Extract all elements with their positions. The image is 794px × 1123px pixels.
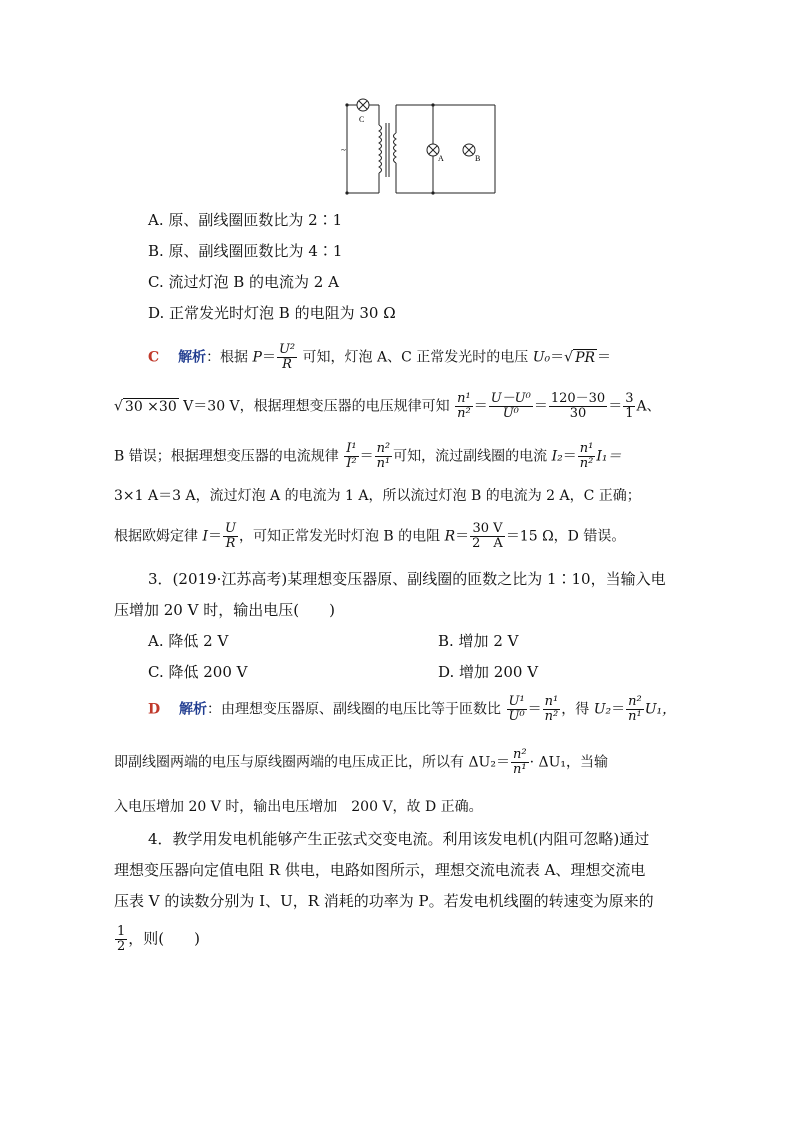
- q3-stem-line2: 压增加 20 V 时，输出电压( ): [114, 601, 335, 619]
- label-b: B: [475, 154, 481, 163]
- q3-option-c: C. 降低 200 V: [148, 663, 248, 681]
- q3-stem-line1: 3．(2019·江苏高考)某理想变压器原、副线圈的匝数之比为 1∶10，当输入电: [148, 570, 666, 588]
- q4-line4: $\frac{1}{2}$ ，则( ): [117, 924, 200, 954]
- q2-option-b: B. 原、副线圈匝数比为 4∶1: [148, 242, 343, 260]
- q3-solution-line1: D 解析：由理想变压器原、副线圈的电压比等于匝数比 $\frac{\text{U¹}}{\text{U⁰}}$ ＝ $\frac{\text{n¹}}{\text{n²}}$ ，得 U₂＝ $\frac{\text{n²}}{\text{n¹}}$ U₁，: [148, 694, 677, 724]
- q2-option-d: D. 正常发光时灯泡 B 的电阻为 30 Ω: [148, 304, 396, 322]
- label-a: A: [438, 154, 444, 163]
- q3-solution-tag: 解析: [179, 701, 208, 718]
- q3-answer: D: [148, 701, 161, 718]
- q2-option-a: A. 原、副线圈匝数比为 2∶1: [148, 211, 343, 229]
- q4-line3: 压表 V 的读数分别为 I、U，R 消耗的功率为 P。若发电机线圈的转速变为原来的: [114, 892, 654, 910]
- q3-option-b: B. 增加 2 V: [438, 632, 519, 650]
- q3-option-a: A. 降低 2 V: [148, 632, 229, 650]
- circuit-diagram: [335, 95, 505, 200]
- q2-solution-line1: C 解析：根据 P＝ $\frac{\text{U²}}{R}$ 可知，灯泡 A、C 正常发光时的电压 U₀＝√ PR ＝: [148, 342, 612, 372]
- q2-solution-line3: B 错误；根据理想变压器的电流规律 $\frac{\text{I¹}}{\text{I²}}$ ＝ $\frac{\text{n²}}{\text{n¹}}$ 可知，流过副线圈的电流 I₂＝ $\frac{\text{n¹}}{\text{n²}}$ I₁＝: [114, 441, 622, 471]
- q4-line2: 理想变压器向定值电阻 R 供电，电路如图所示，理想交流电流表 A、理想交流电: [114, 861, 646, 879]
- q2-solution-line2: √ 30 ×30 V＝30 V，根据理想变压器的电压规律可知 $\frac{\text{n¹}}{\text{n²}}$ ＝ $\frac{\text{U－U⁰}}{\text{U⁰}}$ ＝ $\frac{120-30}{30}$ ＝ $\frac{3}{1}$ A、: [114, 391, 661, 421]
- q3-solution-line3: 入电压增加 20 V 时，输出电压增加 200 V，故 D 正确。: [114, 799, 483, 815]
- q2-solution-line4: 3×1 A＝3 A，流过灯泡 A 的电流为 1 A，所以流过灯泡 B 的电流为 2 A，C 正确；: [114, 488, 641, 504]
- label-source: ~: [341, 145, 346, 155]
- q2-option-c: C. 流过灯泡 B 的电流为 2 A: [148, 273, 339, 291]
- q2-solution-tag: 解析: [178, 349, 207, 366]
- q3-option-d: D. 增加 200 V: [438, 663, 539, 681]
- q4-line1: 4．教学用发电机能够产生正弦式交变电流。利用该发电机(内阻可忽略)通过: [148, 830, 650, 848]
- q3-solution-line2: 即副线圈两端的电压与原线圈两端的电压成正比，所以有 ΔU₂＝ $\frac{\text{n²}}{\text{n¹}}$ · ΔU₁，当输: [114, 747, 608, 777]
- q2-solution-line5: 根据欧姆定律 I＝ $\frac{U}{R}$ ，可知正常发光时灯泡 B 的电阻 R＝ $\frac{30 V}{2 A}$ ＝15 Ω，D 错误。: [114, 521, 626, 551]
- label-c: C: [359, 115, 365, 124]
- q2-answer: C: [148, 349, 160, 366]
